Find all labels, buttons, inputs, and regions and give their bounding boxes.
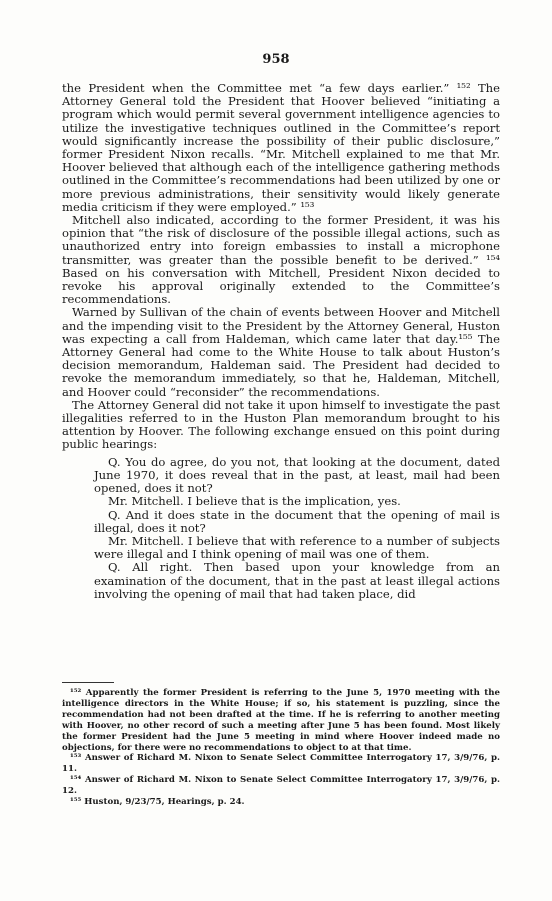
footnote: ¹⁵² Apparently the former President is referring to the June 5, 1970 meeting with the intelligence directors in the White House; if so, his statement is puzzling, since the recommendation had not been drafted at the time. If he is referring to another meeting with Hoover, no other record of such a meeting after June 5 has been found. Most likely the former President had the June 5 meeting in mind where Hoover indeed made no objections, for there were no recommendations to object to at that time. xyxy=(62,688,500,753)
page-number: 958 xyxy=(262,52,290,67)
body-text xyxy=(62,82,500,601)
paragraph: The Attorney General did not take it upon himself to investigate the past illegalities referred to in the Huston Plan memorandum brought to his attention by Hoover. The following exchange ensued on this point during public hearings: xyxy=(62,397,500,452)
testimony-answer: Mr. Mitchell. I believe that with reference to a number of subjects were illegal and I think opening of mail was one of them. xyxy=(94,533,500,562)
testimony-question: Q. And it does state in the document that the opening of mail is illegal, does it not? xyxy=(94,507,500,535)
footnote: ¹⁵³ Answer of Richard M. Nixon to Senate Select Committee Interrogatory 17, 3/9/76, p. 11. xyxy=(62,753,500,775)
paragraph: the President when the Committee met “a few days earlier.” ¹⁵² The Attorney General told the President that Hoover believed “initiating a program which would permit several government intelligence agencies to utilize the investigative techniques outlined in the Committee’s report would significantly increase the possibility of their public disclosure,” former President Nixon recalls. “Mr. Mitchell explained to me that Mr. Hoover believed that although each of the intelligence gathering methods outlined in the Committee’s recommendations had been utilized by one or more previous administrations, their sensitivity would likely generate media criticism if they were employed.” ¹⁵³ xyxy=(62,81,500,214)
footnote: ¹⁵⁵ Huston, 9/23/75, Hearings, p. 24. xyxy=(70,797,245,808)
testimony-question: Q. You do agree, do you not, that looking at the document, dated June 1970, it does reveal that in the past, at least, mail had been opened, does it not? xyxy=(94,454,500,496)
paragraph: Warned by Sullivan of the chain of events between Hoover and Mitchell and the impending visit to the President by the Attorney General, Huston was expecting a call from Haldeman, which came later that day.¹⁵⁵ The Attorney General had come to the White House to talk about Huston’s decision memorandum, Haldeman said. The President had decided to revoke the memorandum immediately, so that he, Haldeman, Mitchell, and Hoover could “reconsider” the recommendations. xyxy=(62,305,500,399)
testimony-question: Q. All right. Then based upon your knowledge from an examination of the document, that in the past at least illegal actions involving the opening of mail that had taken place, did xyxy=(94,560,500,601)
testimony-answer: Mr. Mitchell. I believe that is the implication, yes. xyxy=(108,494,401,509)
footnotes xyxy=(62,688,500,808)
testimony-block xyxy=(62,456,500,601)
footnote: ¹⁵⁴ Answer of Richard M. Nixon to Senate Select Committee Interrogatory 17, 3/9/76, p. 12. xyxy=(62,775,500,797)
paragraph: Mitchell also indicated, according to the former President, it was his opinion that “the risk of disclosure of the possible illegal actions, such as unauthorized entry into foreign embassies to install a microphone transmitter, was greater than the possible benefit to be derived.” ¹⁵⁴ Based on his conversation with Mitchell, President Nixon decided to revoke his approval originally extended to the Committee’s recommendations. xyxy=(62,213,500,307)
footnote-divider xyxy=(62,682,114,683)
